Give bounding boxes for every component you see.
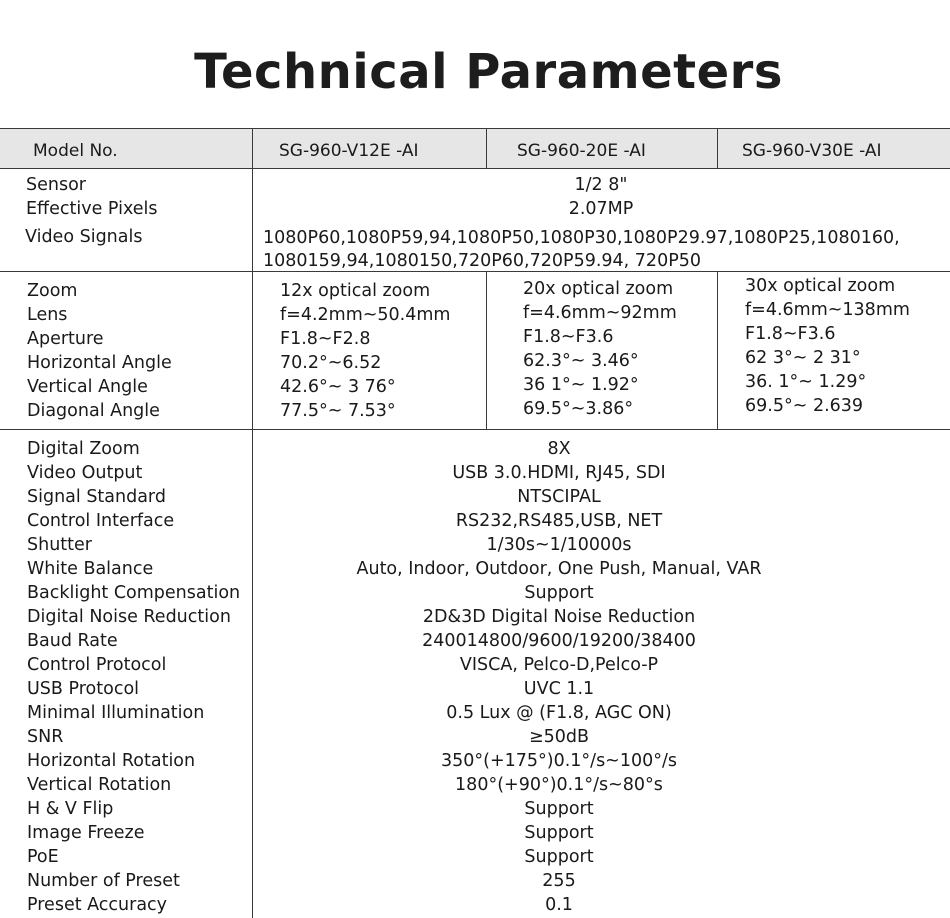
page-title: Technical Parameters bbox=[194, 44, 783, 100]
20e-vertical-angle: 36 1°~ 1.92° bbox=[523, 375, 639, 395]
minimal-illumination-label: Minimal Illumination bbox=[27, 703, 205, 723]
sensor-label: Sensor bbox=[26, 175, 86, 195]
signal-standard-value: NTSCIPAL bbox=[517, 487, 601, 507]
v12e-lens: f=4.2mm~50.4mm bbox=[280, 305, 451, 325]
20e-zoom: 20x optical zoom bbox=[523, 279, 674, 299]
lens-label: Lens bbox=[27, 305, 68, 325]
digital-zoom-label: Digital Zoom bbox=[27, 439, 140, 459]
effective-pixels-value: 2.07MP bbox=[568, 199, 634, 219]
usb-protocol-label: USB Protocol bbox=[27, 679, 140, 699]
snr-label: SNR bbox=[27, 727, 64, 747]
section-divider-2 bbox=[0, 429, 950, 430]
v30e-diagonal-angle: 69.5°~ 2.639 bbox=[745, 396, 864, 416]
poe-label: PoE bbox=[27, 847, 59, 867]
v12e-aperture: F1.8~F2.8 bbox=[280, 329, 371, 349]
backlight-compensation-value: Support bbox=[524, 583, 594, 603]
v30e-horizontal-angle: 62 3°~ 2 31° bbox=[745, 348, 861, 368]
signal-standard-label: Signal Standard bbox=[27, 487, 166, 507]
digital-noise-reduction-value: 2D&3D Digital Noise Reduction bbox=[422, 607, 696, 627]
control-interface-value: RS232,RS485,USB, NET bbox=[455, 511, 663, 531]
digital-zoom-value: 8X bbox=[547, 439, 571, 459]
feature-values bbox=[252, 437, 866, 917]
poe-value: Support bbox=[524, 847, 594, 867]
preset-accuracy-value: 0.1 bbox=[545, 895, 573, 915]
horizontal-rotation-value: 350°(+175°)0.1°/s~100°/s bbox=[440, 751, 678, 771]
white-balance-value: Auto, Indoor, Outdoor, One Push, Manual, VAR bbox=[356, 559, 762, 579]
optics-20e-values bbox=[523, 277, 677, 421]
column-divider-optics-2 bbox=[717, 271, 718, 429]
optics-v30e-values bbox=[745, 274, 910, 418]
number-of-preset-value: 255 bbox=[542, 871, 576, 891]
column-divider-header-1 bbox=[486, 128, 487, 169]
v30e-lens: f=4.6mm~138mm bbox=[745, 300, 910, 320]
v30e-zoom: 30x optical zoom bbox=[745, 276, 896, 296]
v12e-zoom: 12x optical zoom bbox=[280, 281, 431, 301]
horizontal-rotation-label: Horizontal Rotation bbox=[27, 751, 196, 771]
v12e-vertical-angle: 42.6°~ 3 76° bbox=[280, 377, 396, 397]
column-divider-header-2 bbox=[717, 128, 718, 169]
video-signals-line-2: 1080159,94,1080150,720P60,720P59.94, 720P50 bbox=[263, 251, 702, 271]
20e-aperture: F1.8~F3.6 bbox=[523, 327, 614, 347]
control-interface-label: Control Interface bbox=[27, 511, 175, 531]
minimal-illumination-value: 0.5 Lux @ (F1.8, AGC ON) bbox=[446, 703, 672, 723]
table-header bbox=[0, 128, 950, 169]
usb-protocol-value: UVC 1.1 bbox=[523, 679, 595, 699]
aperture-label: Aperture bbox=[27, 329, 104, 349]
hv-flip-label: H & V Flip bbox=[27, 799, 114, 819]
video-signals-label: Video Signals bbox=[25, 227, 143, 247]
effective-pixels-label: Effective Pixels bbox=[26, 199, 158, 219]
video-output-value: USB 3.0.HDMI, RJ45, SDI bbox=[452, 463, 666, 483]
control-protocol-value: VISCA, Pelco-D,Pelco-P bbox=[459, 655, 659, 675]
image-freeze-value: Support bbox=[524, 823, 594, 843]
image-freeze-label: Image Freeze bbox=[27, 823, 145, 843]
v12e-horizontal-angle: 70.2°~6.52 bbox=[280, 353, 382, 373]
optics-labels bbox=[27, 279, 172, 423]
horizontal-angle-label: Horizontal Angle bbox=[27, 353, 172, 373]
v30e-vertical-angle: 36. 1°~ 1.29° bbox=[745, 372, 867, 392]
20e-diagonal-angle: 69.5°~3.86° bbox=[523, 399, 634, 419]
feature-labels bbox=[27, 437, 240, 917]
v12e-diagonal-angle: 77.5°~ 7.53° bbox=[280, 401, 396, 421]
number-of-preset-label: Number of Preset bbox=[27, 871, 180, 891]
vertical-angle-label: Vertical Angle bbox=[27, 377, 148, 397]
vertical-rotation-value: 180°(+90°)0.1°/s~80°s bbox=[455, 775, 663, 795]
v30e-aperture: F1.8~F3.6 bbox=[745, 324, 836, 344]
diagonal-angle-label: Diagonal Angle bbox=[27, 401, 160, 421]
control-protocol-label: Control Protocol bbox=[27, 655, 167, 675]
vertical-rotation-label: Vertical Rotation bbox=[27, 775, 172, 795]
header-model-v30e: SG-960-V30E -AI bbox=[742, 141, 882, 161]
20e-lens: f=4.6mm~92mm bbox=[523, 303, 677, 323]
video-output-label: Video Output bbox=[27, 463, 143, 483]
header-model-v12e: SG-960-V12E -AI bbox=[279, 141, 419, 161]
white-balance-label: White Balance bbox=[27, 559, 154, 579]
header-model-no: Model No. bbox=[33, 141, 118, 161]
header-model-20e: SG-960-20E -AI bbox=[517, 141, 646, 161]
baud-rate-label: Baud Rate bbox=[27, 631, 118, 651]
shutter-value: 1/30s~1/10000s bbox=[486, 535, 632, 555]
preset-accuracy-label: Preset Accuracy bbox=[27, 895, 168, 915]
zoom-label: Zoom bbox=[27, 281, 78, 301]
hv-flip-value: Support bbox=[524, 799, 594, 819]
video-signals-line-1: 1080P60,1080P59,94,1080P50,1080P30,1080P29.97,1080P25,1080160, bbox=[263, 228, 900, 248]
digital-noise-reduction-label: Digital Noise Reduction bbox=[27, 607, 231, 627]
sensor-value: 1/2 8" bbox=[574, 175, 628, 195]
snr-value: ≥50dB bbox=[528, 727, 590, 747]
optics-v12e-values bbox=[280, 279, 450, 423]
column-divider-optics-1 bbox=[486, 271, 487, 429]
shutter-label: Shutter bbox=[27, 535, 92, 555]
backlight-compensation-label: Backlight Compensation bbox=[27, 583, 241, 603]
baud-rate-value: 240014800/9600/19200/38400 bbox=[422, 631, 696, 651]
20e-horizontal-angle: 62.3°~ 3.46° bbox=[523, 351, 639, 371]
